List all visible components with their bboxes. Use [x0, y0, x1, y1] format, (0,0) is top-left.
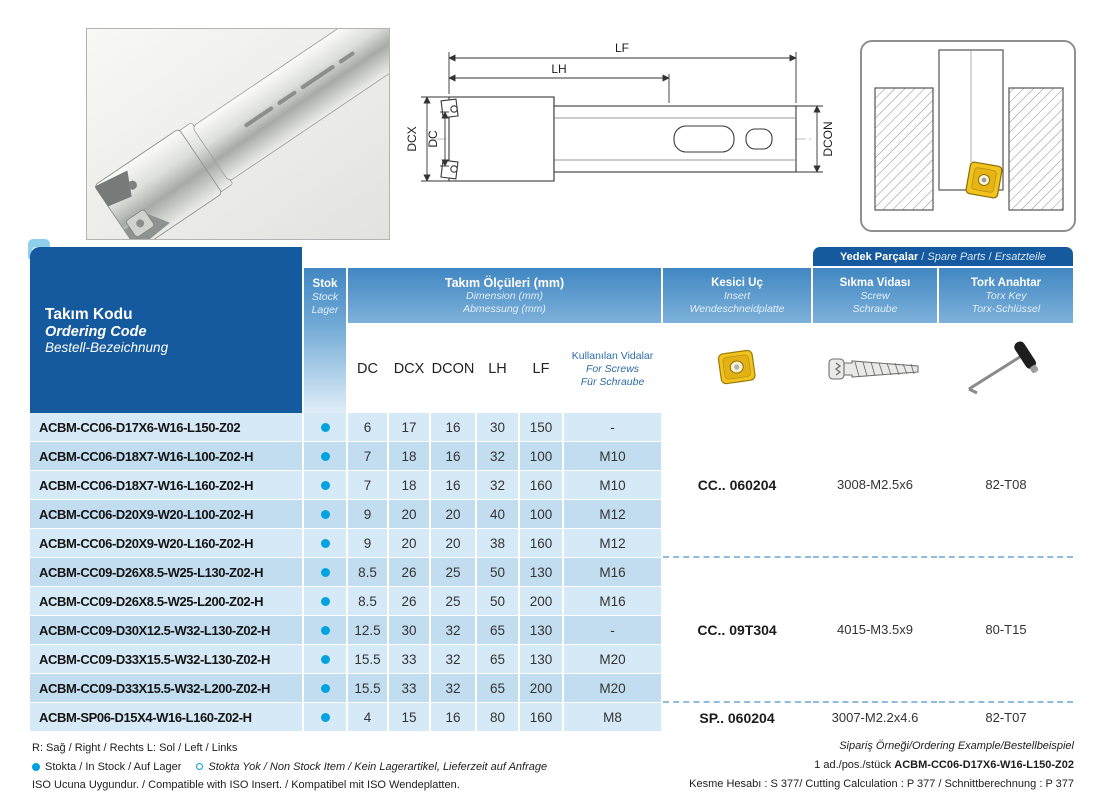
torx-header-de: Torx-Schlüssel — [971, 302, 1041, 315]
dcx-value: 30 — [389, 616, 429, 645]
dcx-value: 17 — [389, 413, 429, 442]
col-header-lf: LF — [520, 325, 562, 413]
tool-photo — [86, 28, 390, 240]
stock-indicator-cell — [304, 413, 346, 442]
col-header-lh: LH — [477, 325, 518, 413]
torx-header-tr: Tork Anahtar — [970, 276, 1042, 289]
col-header-dc: DC — [348, 325, 387, 413]
spare-parts-header: Yedek Parçalar / Spare Parts / Ersatzteile — [813, 247, 1073, 266]
dcx-value: 18 — [389, 471, 429, 500]
torx-key-image — [939, 325, 1073, 413]
dimensions-header-de: Abmessung (mm) — [463, 302, 546, 315]
dcon-value: 16 — [431, 703, 475, 732]
dimensions-header-tr: Takım Ölçüleri (mm) — [444, 275, 565, 290]
stock-indicator-cell — [304, 500, 346, 529]
screw-code-cell: 4015-M3.5x9 — [813, 558, 937, 703]
stock-indicator-cell — [304, 703, 346, 732]
lf-value: 200 — [520, 674, 562, 703]
insert-column-header — [663, 268, 811, 325]
screws-col-de: Für Schraube — [580, 375, 645, 388]
screws-col-en: For Screws — [585, 362, 640, 375]
in-stock-label: Stokta / In Stock / Auf Lager — [45, 760, 182, 773]
lh-value: 38 — [477, 529, 518, 558]
lh-value: 80 — [477, 703, 518, 732]
stock-indicator-cell — [304, 558, 346, 587]
screw-column-header — [813, 268, 937, 325]
ordering-code-cell: ACBM-CC09-D26X8.5-W25-L200-Z02-H — [30, 587, 302, 616]
dc-value: 6 — [348, 413, 387, 442]
screws-value: M16 — [564, 587, 661, 616]
in-stock-dot — [321, 510, 330, 519]
dcx-value: 33 — [389, 645, 429, 674]
dc-value: 9 — [348, 529, 387, 558]
milling-cutter-photo — [87, 29, 389, 239]
in-stock-dot — [321, 713, 330, 722]
lf-value: 160 — [520, 529, 562, 558]
dcx-value: 18 — [389, 442, 429, 471]
screw-code-cell: 3007-M2.2x4.6 — [813, 703, 937, 732]
in-stock-dot — [321, 684, 330, 693]
insert-image — [663, 325, 811, 413]
dcon-value: 32 — [431, 674, 475, 703]
col-header-dcon: DCON — [431, 325, 475, 413]
footer-right — [689, 737, 1074, 794]
screw-code-cell: 3008-M2.5x6 — [813, 413, 937, 558]
ordering-code-cell: ACBM-CC09-D26X8.5-W25-L130-Z02-H — [30, 558, 302, 587]
insert-header-de: Wendeschneidplatte — [689, 302, 785, 315]
dimensions-header — [348, 268, 661, 325]
non-stock-label: Stokta Yok / Non Stock Item / Kein Lagerartikel, Lieferzeit auf Anfrage — [208, 760, 548, 773]
lf-value: 130 — [520, 616, 562, 645]
lf-value: 100 — [520, 500, 562, 529]
dc-value: 7 — [348, 471, 387, 500]
ordering-example-code: ACBM-CC06-D17X6-W16-L150-Z02 — [894, 759, 1074, 771]
in-stock-dot — [321, 452, 330, 461]
dcon-value: 16 — [431, 471, 475, 500]
screws-value: M20 — [564, 645, 661, 674]
dim-label-dc: DC — [426, 130, 440, 148]
dcx-value: 20 — [389, 500, 429, 529]
lh-value: 32 — [477, 471, 518, 500]
stock-indicator-cell — [304, 587, 346, 616]
non-stock-dot — [196, 763, 203, 770]
product-table — [30, 247, 1073, 732]
dcx-value: 15 — [389, 703, 429, 732]
screw-image — [813, 325, 937, 413]
screws-value: M10 — [564, 471, 661, 500]
dcon-value: 16 — [431, 442, 475, 471]
in-stock-dot — [321, 481, 330, 490]
dimensions-header-en: Dimension (mm) — [465, 289, 543, 302]
screws-value: M12 — [564, 529, 661, 558]
lf-value: 160 — [520, 471, 562, 500]
torx-column-header — [939, 268, 1073, 325]
dc-value: 12.5 — [348, 616, 387, 645]
spare-parts-en: Spare Parts — [927, 250, 986, 263]
dim-label-dcon: DCON — [821, 121, 835, 157]
spare-parts-de: Ersatzteile — [994, 250, 1047, 263]
ordering-code-header-en: Ordering Code — [45, 323, 147, 340]
ordering-code-cell: ACBM-CC06-D18X7-W16-L160-Z02-H — [30, 471, 302, 500]
dc-value: 8.5 — [348, 587, 387, 616]
in-stock-dot — [321, 655, 330, 664]
insert-header-en: Insert — [723, 289, 751, 302]
insert-mounting-svg — [862, 42, 1074, 230]
dcon-value: 25 — [431, 587, 475, 616]
dc-value: 7 — [348, 442, 387, 471]
screws-value: M20 — [564, 674, 661, 703]
stock-indicator-cell — [304, 645, 346, 674]
in-stock-dot — [321, 423, 330, 432]
ordering-example-qty: 1 ad./pos./stück — [814, 759, 892, 771]
screw-icon — [825, 349, 925, 389]
stock-indicator-cell — [304, 674, 346, 703]
screws-value: - — [564, 616, 661, 645]
dimension-drawing — [404, 34, 848, 236]
stock-indicator-cell — [304, 471, 346, 500]
torx-code-cell: 82-T08 — [939, 413, 1073, 558]
dc-value: 8.5 — [348, 558, 387, 587]
lh-value: 65 — [477, 645, 518, 674]
lh-value: 40 — [477, 500, 518, 529]
dc-value: 15.5 — [348, 674, 387, 703]
ordering-code-cell: ACBM-CC06-D20X9-W20-L160-Z02-H — [30, 529, 302, 558]
col-header-dcx: DCX — [389, 325, 429, 413]
lf-value: 150 — [520, 413, 562, 442]
stock-header-en: Stock — [311, 291, 339, 303]
in-stock-dot — [321, 626, 330, 635]
in-stock-dot — [321, 597, 330, 606]
ordering-code-cell: ACBM-CC06-D18X7-W16-L100-Z02-H — [30, 442, 302, 471]
dcon-value: 20 — [431, 500, 475, 529]
dim-label-lh: LH — [551, 62, 567, 76]
lf-value: 130 — [520, 558, 562, 587]
ordering-code-cell: ACBM-CC09-D30X12.5-W32-L130-Z02-H — [30, 616, 302, 645]
dcx-value: 26 — [389, 558, 429, 587]
ordering-code-header-de: Bestell-Bezeichnung — [45, 339, 169, 355]
stock-indicator-cell — [304, 529, 346, 558]
lf-value: 100 — [520, 442, 562, 471]
screw-header-en: Screw — [860, 289, 890, 302]
stock-header-tr: Stok — [312, 278, 338, 290]
screw-header-de: Schraube — [852, 302, 898, 315]
screw-header-tr: Sıkma Vidası — [839, 276, 911, 289]
lh-value: 32 — [477, 442, 518, 471]
footer-iso-note: ISO Ucuna Uygundur. / Compatible with ISO Insert. / Kompatibel mit ISO Wendeplatten. — [32, 779, 460, 791]
dcon-value: 32 — [431, 616, 475, 645]
ordering-example-label: Sipariş Örneği/Ordering Example/Bestellbeispiel — [839, 740, 1074, 752]
footer-stock-legend — [32, 758, 547, 777]
in-stock-dot — [32, 763, 40, 771]
screws-value: - — [564, 413, 661, 442]
stock-indicator-cell — [304, 442, 346, 471]
dim-label-lf: LF — [614, 41, 630, 55]
cutting-calculation-note: Kesme Hesabı : S 377/ Cutting Calculation : P 377 / Schnittberechnung : P 377 — [689, 778, 1074, 790]
footer-left — [32, 739, 547, 795]
dc-value: 15.5 — [348, 645, 387, 674]
lf-value: 160 — [520, 703, 562, 732]
in-stock-dot — [321, 568, 330, 577]
ordering-code-header — [30, 247, 302, 413]
ordering-code-cell: ACBM-CC09-D33X15.5-W32-L200-Z02-H — [30, 674, 302, 703]
torx-header-en: Torx Key — [985, 289, 1027, 302]
lh-value: 65 — [477, 616, 518, 645]
insert-code-cell: SP.. 060204 — [663, 703, 811, 732]
spare-parts-tr: Yedek Parçalar — [839, 250, 919, 263]
lh-value: 65 — [477, 674, 518, 703]
torx-code-cell: 80-T15 — [939, 558, 1073, 703]
screws-value: M16 — [564, 558, 661, 587]
ordering-example-line — [689, 756, 1074, 775]
screws-value: M8 — [564, 703, 661, 732]
dcx-value: 26 — [389, 587, 429, 616]
in-stock-dot — [321, 539, 330, 548]
ordering-code-header-tr: Takım Kodu — [45, 305, 133, 323]
lf-value: 200 — [520, 587, 562, 616]
lh-value: 30 — [477, 413, 518, 442]
dcon-value: 25 — [431, 558, 475, 587]
ordering-code-cell: ACBM-CC09-D33X15.5-W32-L130-Z02-H — [30, 645, 302, 674]
screws-col-tr: Kullanılan Vidalar — [571, 349, 654, 362]
lh-value: 50 — [477, 587, 518, 616]
lh-value: 50 — [477, 558, 518, 587]
dcon-value: 20 — [431, 529, 475, 558]
screws-value: M12 — [564, 500, 661, 529]
dcon-value: 16 — [431, 413, 475, 442]
ordering-code-cell: ACBM-SP06-D15X4-W16-L160-Z02-H — [30, 703, 302, 732]
dim-label-dcx: DCX — [405, 126, 419, 152]
dcon-value: 32 — [431, 645, 475, 674]
screws-value: M10 — [564, 442, 661, 471]
dcx-value: 33 — [389, 674, 429, 703]
lf-value: 130 — [520, 645, 562, 674]
footer-rl-legend: R: Sağ / Right / Rechts L: Sol / Left / Links — [32, 742, 238, 754]
stock-indicator-cell — [304, 616, 346, 645]
insert-code-cell: CC.. 060204 — [663, 413, 811, 558]
torx-code-cell: 82-T07 — [939, 703, 1073, 732]
stock-header-de: Lager — [311, 304, 339, 316]
dc-value: 9 — [348, 500, 387, 529]
insert-icon — [708, 344, 766, 394]
insert-mounting-drawing — [860, 40, 1076, 232]
insert-code-cell: CC.. 09T304 — [663, 558, 811, 703]
insert-header-tr: Kesici Uç — [711, 276, 763, 289]
stock-column-header — [304, 268, 346, 413]
ordering-code-cell: ACBM-CC06-D17X6-W16-L150-Z02 — [30, 413, 302, 442]
dcx-value: 20 — [389, 529, 429, 558]
col-header-screws — [564, 325, 661, 413]
dc-value: 4 — [348, 703, 387, 732]
ordering-code-cell: ACBM-CC06-D20X9-W20-L100-Z02-H — [30, 500, 302, 529]
torx-key-icon — [961, 341, 1051, 397]
